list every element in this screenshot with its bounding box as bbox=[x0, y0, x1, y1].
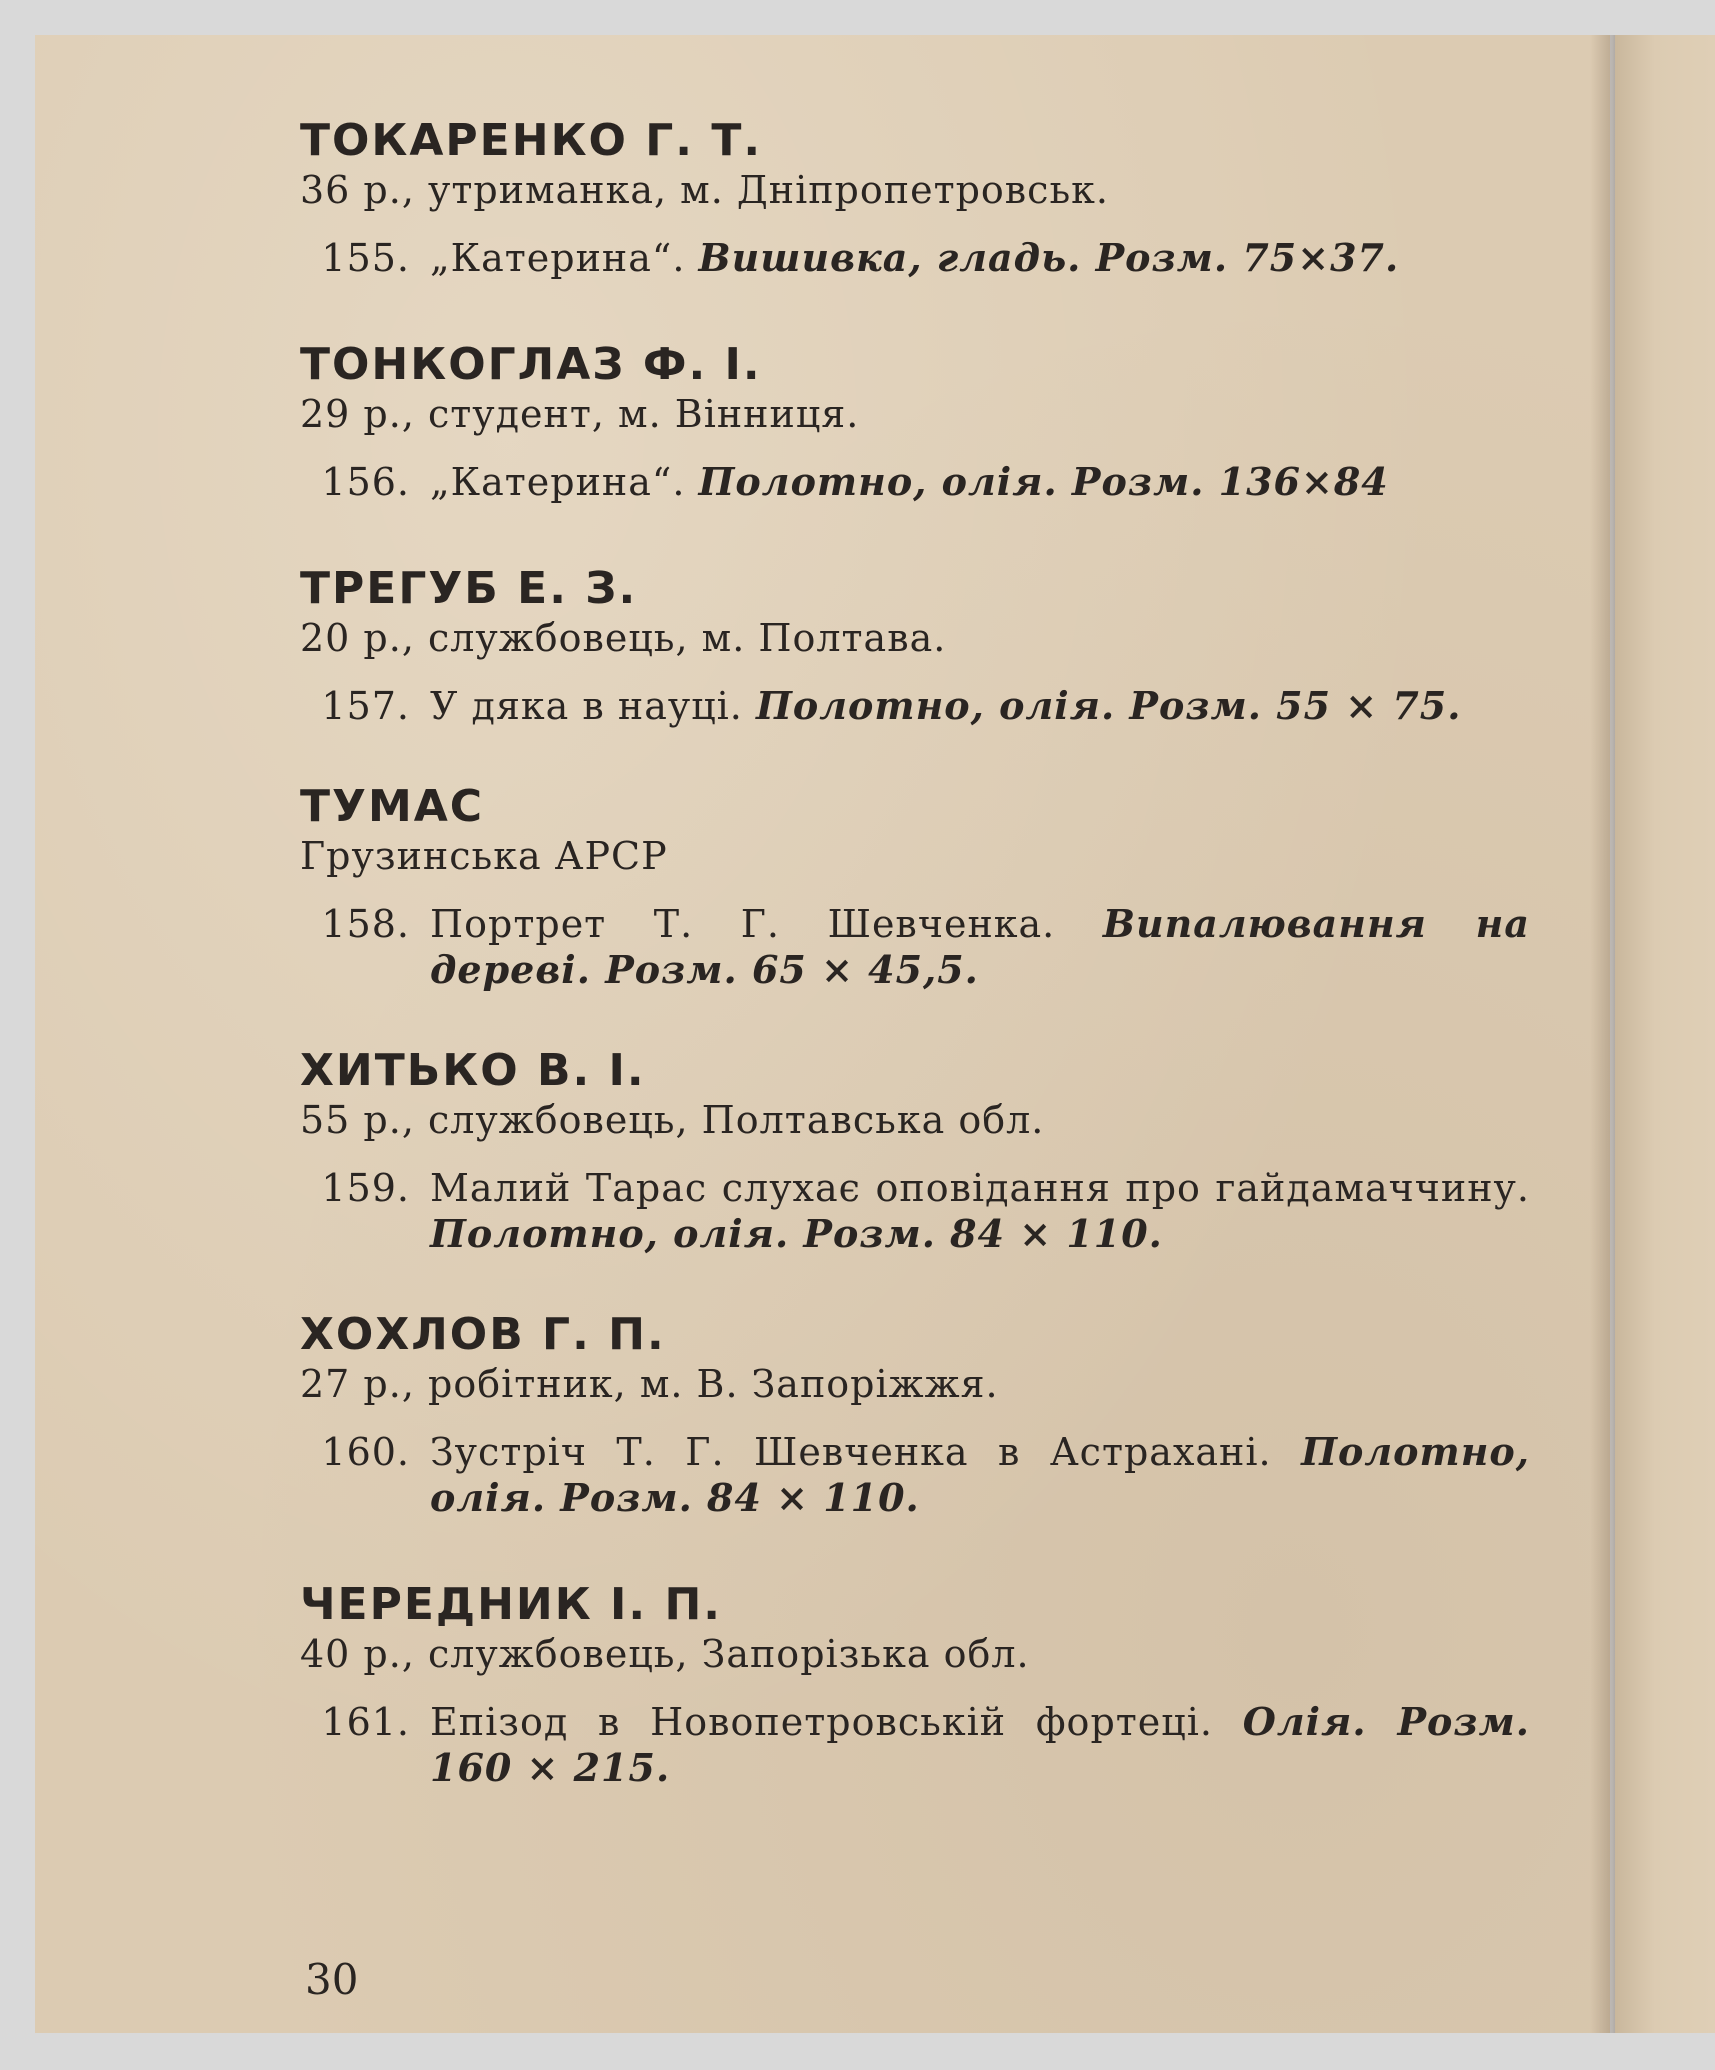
artwork-description bbox=[430, 235, 1550, 281]
artist-info: 27 р., робітник, м. В. Запоріжжя. bbox=[300, 1362, 999, 1406]
artist-info: 29 р., студент, м. Вінниця. bbox=[300, 392, 860, 436]
page-number: 30 bbox=[305, 1955, 359, 2004]
artist-info: 40 р., службовець, Запорізька обл. bbox=[300, 1632, 1030, 1676]
artwork-technique: Полотно, олія. Розм. 84 × 110. bbox=[430, 1211, 1163, 1256]
artist-name: ЧЕРЕДНИК І. П. bbox=[300, 1579, 722, 1630]
artwork-title: Портрет Т. Г. Шевченка. bbox=[430, 902, 1056, 946]
artwork-item bbox=[300, 1165, 1550, 1257]
artwork-number: 161. bbox=[321, 1700, 410, 1744]
artist-name: ХОХЛОВ Г. П. bbox=[300, 1309, 666, 1360]
artwork-title: Малий Тарас слухає оповідання про гайдамаччину. bbox=[430, 1166, 1530, 1210]
artwork-description bbox=[430, 683, 1550, 729]
artwork-item bbox=[300, 459, 1550, 505]
artwork-item bbox=[300, 683, 1550, 729]
artwork-number: 160. bbox=[321, 1430, 410, 1474]
artist-entry bbox=[300, 1579, 1550, 1791]
artwork-description bbox=[430, 1429, 1550, 1521]
artwork-item bbox=[300, 901, 1550, 993]
artwork-number: 157. bbox=[321, 684, 410, 728]
artist-info: 55 р., службовець, Полтавська обл. bbox=[300, 1098, 1045, 1142]
artwork-number: 156. bbox=[321, 460, 410, 504]
artist-entry bbox=[300, 1045, 1550, 1257]
catalog-entries bbox=[300, 115, 1550, 1791]
artwork-item bbox=[300, 235, 1550, 281]
artwork-technique: Полотно, олія. Розм. 84 × 110. bbox=[430, 1429, 1530, 1520]
artist-entry bbox=[300, 781, 1550, 993]
artwork-title: „Катерина“. bbox=[430, 236, 686, 280]
artwork-number: 159. bbox=[321, 1166, 410, 1210]
artwork-technique: Полотно, олія. Розм. 55 × 75. bbox=[755, 683, 1462, 728]
artwork-description bbox=[430, 1165, 1550, 1257]
artwork-item bbox=[300, 1429, 1550, 1521]
artist-info: 20 р., службовець, м. Полтава. bbox=[300, 616, 947, 660]
artwork-description bbox=[430, 901, 1550, 993]
artist-entry bbox=[300, 1309, 1550, 1521]
artwork-description bbox=[430, 1699, 1550, 1791]
artist-name: ТОНКОГЛАЗ Ф. І. bbox=[300, 339, 762, 390]
artwork-title: Епізод в Новопетровській фортеці. bbox=[430, 1700, 1213, 1744]
artist-entry bbox=[300, 563, 1550, 729]
artist-entry bbox=[300, 339, 1550, 505]
artist-name: ТОКАРЕНКО Г. Т. bbox=[300, 115, 763, 166]
artwork-title: У дяка в науці. bbox=[430, 684, 743, 728]
artwork-technique: Випалювання на дереві. Розм. 65 × 45,5. bbox=[430, 901, 1530, 992]
artwork-title: Зустріч Т. Г. Шевченка в Астрахані. bbox=[430, 1430, 1272, 1474]
artwork-title: „Катерина“. bbox=[430, 460, 686, 504]
artist-name: ХИТЬКО В. І. bbox=[300, 1045, 646, 1096]
artist-name: ТУМАС bbox=[300, 781, 485, 832]
artwork-technique: Вишивка, гладь. Розм. 75×37. bbox=[698, 235, 1400, 280]
artist-entry bbox=[300, 115, 1550, 281]
artwork-number: 158. bbox=[321, 902, 410, 946]
artist-name: ТРЕГУБ Е. З. bbox=[300, 563, 638, 614]
artist-info: Грузинська АРСР bbox=[300, 834, 668, 878]
artwork-technique: Олія. Розм. 160 × 215. bbox=[430, 1699, 1530, 1790]
artwork-item bbox=[300, 1699, 1550, 1791]
artwork-technique: Полотно, олія. Розм. 136×84 bbox=[698, 459, 1389, 504]
facing-page-edge bbox=[1615, 35, 1715, 2033]
artwork-description bbox=[430, 459, 1550, 505]
artist-info: 36 р., утриманка, м. Дніпропетровськ. bbox=[300, 168, 1109, 212]
artwork-number: 155. bbox=[321, 236, 410, 280]
